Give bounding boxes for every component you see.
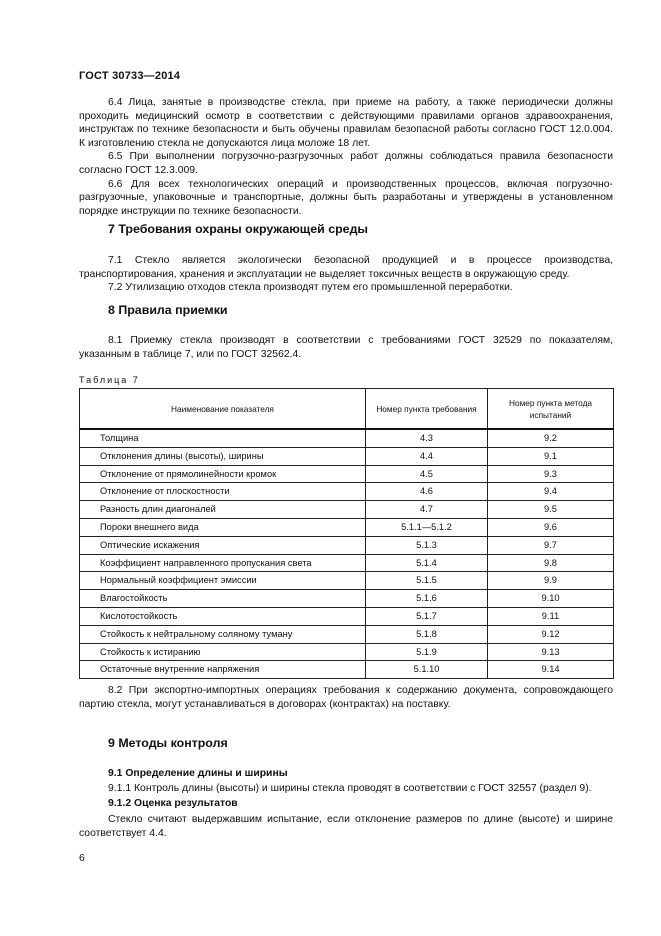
cell-indicator: Пороки внешнего вида xyxy=(80,518,366,536)
table-row xyxy=(80,536,614,554)
cell-indicator: Разность длин диагоналей xyxy=(80,501,366,519)
cell-test-method-clause: 9.8 xyxy=(488,554,614,572)
cell-indicator: Отклонение от плоскостности xyxy=(80,483,366,501)
cell-indicator: Стойкость к нейтральному соляному туману xyxy=(80,625,366,643)
cell-indicator: Нормальный коэффициент эмиссии xyxy=(80,572,366,590)
cell-requirement-clause: 5.1.8 xyxy=(366,625,488,643)
section-7-title: 7 Требования охраны окружающей среды xyxy=(108,222,369,236)
section-9-title: 9 Методы контроля xyxy=(108,736,228,750)
section-8-title: 8 Правила приемки xyxy=(108,303,228,317)
cell-requirement-clause: 5.1.3 xyxy=(366,536,488,554)
table-row xyxy=(80,590,614,608)
cell-indicator: Толщина xyxy=(80,429,366,447)
table-row xyxy=(80,554,614,572)
cell-indicator: Влагостойкость xyxy=(80,590,366,608)
table-row xyxy=(80,447,614,465)
table-row xyxy=(80,483,614,501)
cell-test-method-clause: 9.12 xyxy=(488,625,614,643)
cell-test-method-clause: 9.4 xyxy=(488,483,614,501)
paragraph-6-5: 6.5 При выполнении погрузочно-разгрузочных работ должны соблюдаться правила безопасности согласно ГОСТ 12.3.009. xyxy=(79,151,613,176)
cell-requirement-clause: 4.4 xyxy=(366,447,488,465)
cell-requirement-clause: 4.5 xyxy=(366,465,488,483)
safety-paragraphs xyxy=(79,96,613,218)
paragraph-7-1: 7.1 Стекло является экологически безопасной продукцией и в процессе производства, транспортирования, хранения и эксплуатации не выделяет токсичных веществ в окружающую среду. xyxy=(79,255,613,280)
table-header-indicator: Наименование показателя xyxy=(80,389,366,430)
cell-indicator: Коэффициент направленного пропускания света xyxy=(80,554,366,572)
paragraph-9-1-2-block xyxy=(79,813,613,840)
cell-test-method-clause: 9.10 xyxy=(488,590,614,608)
cell-test-method-clause: 9.5 xyxy=(488,501,614,519)
document-header: ГОСТ 30733—2014 xyxy=(79,70,181,82)
cell-indicator: Кислотостойкость xyxy=(80,607,366,625)
cell-test-method-clause: 9.3 xyxy=(488,465,614,483)
cell-test-method-clause: 9.13 xyxy=(488,643,614,661)
cell-requirement-clause: 5.1.5 xyxy=(366,572,488,590)
paragraph-8-1: 8.1 Приемку стекла производят в соответствии с требованиями ГОСТ 32529 по показателям, указанным в таблице 7, или по ГОСТ 32562.4. xyxy=(79,335,613,360)
cell-requirement-clause: 4.3 xyxy=(366,429,488,447)
cell-requirement-clause: 5.1.9 xyxy=(366,643,488,661)
table-row xyxy=(80,501,614,519)
paragraph-9-1-2: Стекло считают выдержавшим испытание, если отклонение размеров по длине (высоте) и ширине соответствует 4.4. xyxy=(79,814,613,839)
cell-requirement-clause: 5.1.1—5.1.2 xyxy=(366,518,488,536)
cell-indicator: Остаточные внутренние напряжения xyxy=(80,661,366,679)
table-header-test-method: Номер пункта метода испытаний xyxy=(488,389,614,430)
page-number: 6 xyxy=(79,853,85,864)
cell-test-method-clause: 9.6 xyxy=(488,518,614,536)
table-row xyxy=(80,607,614,625)
subsection-9-1-2-title: 9.1.2 Оценка результатов xyxy=(108,798,238,809)
cell-requirement-clause: 5.1.6 xyxy=(366,590,488,608)
cell-test-method-clause: 9.7 xyxy=(488,536,614,554)
table-row xyxy=(80,465,614,483)
paragraph-9-1-1-block xyxy=(79,782,613,796)
table-row xyxy=(80,518,614,536)
paragraph-8-2: 8.2 При экспортно-импортных операциях требования к содержанию документа, сопровождающего партию стекла, могут устанавливаться в договорах (контрактах) на поставку. xyxy=(79,685,613,710)
table-row xyxy=(80,625,614,643)
table-7 xyxy=(79,388,614,679)
table-caption: Таблица 7 xyxy=(79,375,140,385)
paragraph-9-1-1: 9.1.1 Контроль длины (высоты) и ширины стекла проводят в соответствии с ГОСТ 32557 (раздел 9). xyxy=(108,783,592,794)
paragraph-7-2: 7.2 Утилизацию отходов стекла производят путем его промышленной переработки. xyxy=(108,282,513,294)
subsection-9-1-title: 9.1 Определение длины и ширины xyxy=(108,768,288,779)
table-row xyxy=(80,572,614,590)
environment-paragraphs xyxy=(79,254,613,295)
cell-test-method-clause: 9.14 xyxy=(488,661,614,679)
cell-requirement-clause: 4.6 xyxy=(366,483,488,501)
cell-test-method-clause: 9.11 xyxy=(488,607,614,625)
cell-indicator: Отклонения длины (высоты), ширины xyxy=(80,447,366,465)
cell-indicator: Стойкость к истиранию xyxy=(80,643,366,661)
cell-requirement-clause: 5.1.10 xyxy=(366,661,488,679)
table-header-requirement: Номер пункта требования xyxy=(366,389,488,430)
paragraph-6-4: 6.4 Лица, занятые в производстве стекла, при приеме на работу, а также периодически должны проходить медицинский осмотр в соответствии с действующими правилами органов здравоохранения, инструктаж по технике безопасности и быть обучены правилам безопасной работы согласно ГОСТ 12.0.004. К изготовлению стекла не допускаются лица моложе 18 лет. xyxy=(79,97,613,149)
cell-test-method-clause: 9.1 xyxy=(488,447,614,465)
cell-test-method-clause: 9.2 xyxy=(488,429,614,447)
acceptance-paragraph xyxy=(79,334,613,361)
cell-requirement-clause: 4.7 xyxy=(366,501,488,519)
export-paragraph xyxy=(79,684,613,711)
cell-test-method-clause: 9.9 xyxy=(488,572,614,590)
cell-requirement-clause: 5.1.7 xyxy=(366,607,488,625)
cell-indicator: Отклонение от прямолинейности кромок xyxy=(80,465,366,483)
paragraph-6-6: 6.6 Для всех технологических операций и производственных процессов, включая погрузочно-разгрузочные, упаковочные и транспортные, должны быть разработаны и утверждены в установленном порядке инструкции по технике безопасности. xyxy=(79,178,613,217)
table-row xyxy=(80,429,614,447)
cell-requirement-clause: 5.1.4 xyxy=(366,554,488,572)
table-row xyxy=(80,661,614,679)
table-row xyxy=(80,643,614,661)
table-header-row xyxy=(80,389,614,430)
cell-indicator: Оптические искажения xyxy=(80,536,366,554)
